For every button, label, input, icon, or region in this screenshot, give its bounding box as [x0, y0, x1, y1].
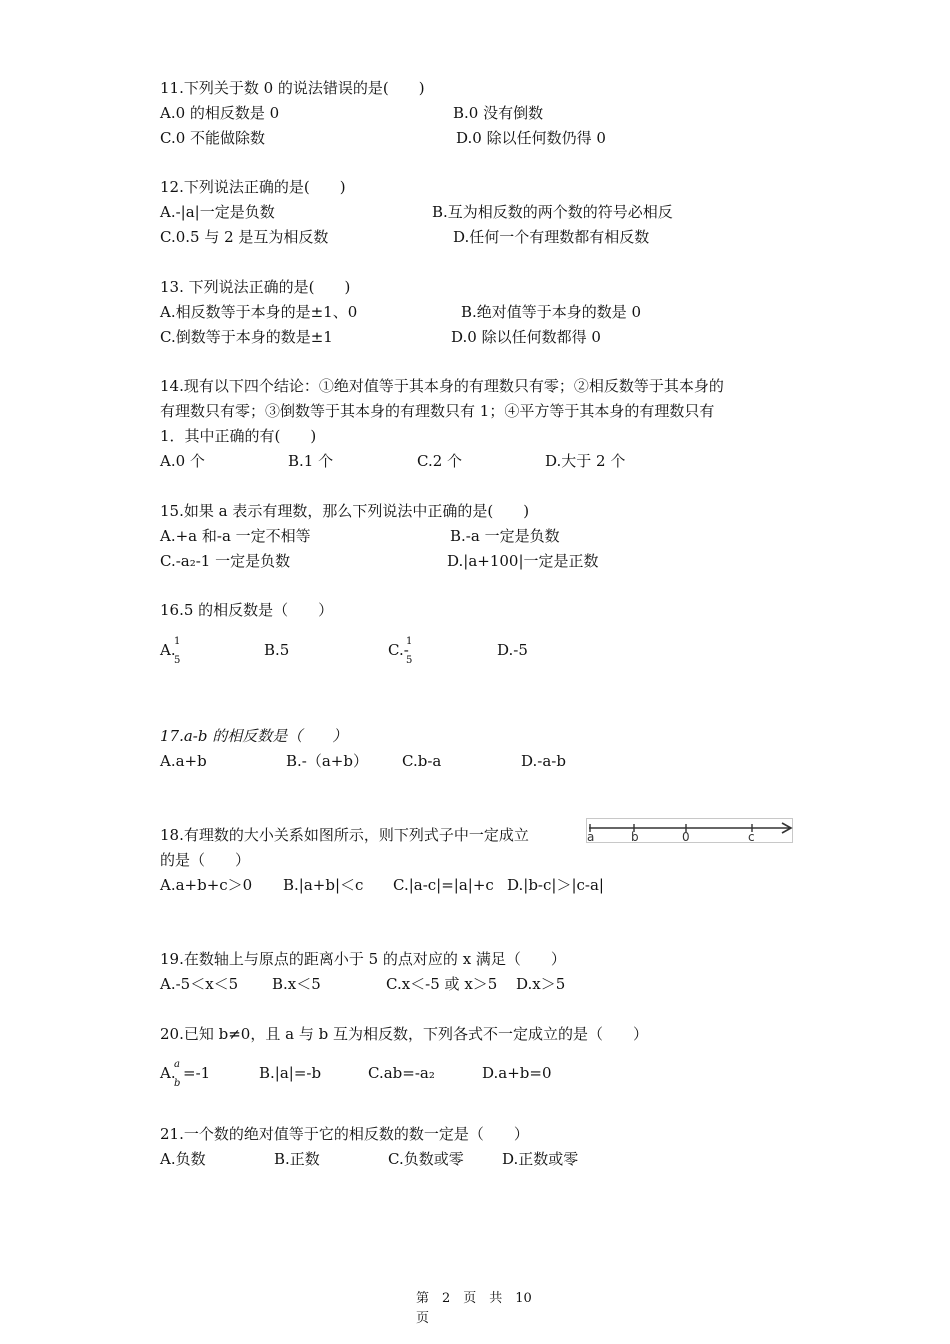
q18-number-line	[586, 818, 794, 844]
q20-option-d: D.a+b=0	[482, 1064, 552, 1082]
axis-label-b: b	[631, 830, 639, 844]
q20-option-a-numerator: a	[174, 1059, 180, 1070]
q14-option-d: D.大于 2 个	[545, 452, 626, 470]
q19-option-d: D.x＞5	[516, 975, 566, 993]
q14-stem-line3: 1．其中正确的有( )	[160, 427, 317, 445]
q21-option-d: D.正数或零	[502, 1150, 579, 1168]
q21-option-b: B.正数	[274, 1150, 320, 1168]
q16-option-d: D.-5	[497, 641, 528, 659]
axis-label-0: 0	[682, 830, 690, 844]
q18-stem-line2: 的是（ ）	[160, 851, 251, 869]
q11-option-a: A.0 的相反数是 0	[160, 104, 280, 122]
q20-option-c: C.ab=-a₂	[368, 1064, 435, 1082]
q11-option-d: D.0 除以任何数仍得 0	[456, 129, 606, 147]
q18-option-a: A.a+b+c＞0	[160, 876, 253, 894]
q12-option-c: C.0.5 与 2 是互为相反数	[160, 228, 329, 246]
q16-stem: 16.5 的相反数是（ ）	[160, 601, 334, 619]
q20-option-a-denominator: b	[174, 1078, 181, 1089]
q18-option-d: D.|b-c|＞|c-a|	[507, 876, 604, 894]
q11-stem: 11.下列关于数 0 的说法错误的是( )	[160, 79, 425, 97]
q12-stem: 12.下列说法正确的是( )	[160, 178, 346, 196]
q14-option-b: B.1 个	[288, 452, 334, 470]
q18-option-b: B.|a+b|＜c	[283, 876, 364, 894]
q15-stem: 15.如果 a 表示有理数，那么下列说法中正确的是( )	[160, 502, 530, 520]
q13-option-c: C.倒数等于本身的数是±1	[160, 328, 333, 346]
q17-option-d: D.-a-b	[521, 752, 566, 770]
q13-option-a: A.相反数等于本身的是±1、0	[160, 303, 358, 321]
q21-option-a: A.负数	[160, 1150, 206, 1168]
q20-stem: 20.已知 b≠0，且 a 与 b 互为相反数，下列各式不一定成立的是（ ）	[160, 1025, 648, 1043]
q15-option-d: D.|a+100|一定是正数	[447, 552, 599, 570]
axis-label-c: c	[748, 830, 755, 844]
q17-stem: 17.a-b 的相反数是（ ）	[160, 727, 348, 745]
q12-option-b: B.互为相反数的两个数的符号必相反	[432, 203, 673, 221]
q11-option-c: C.0 不能做除数	[160, 129, 266, 147]
q13-option-b: B.绝对值等于本身的数是 0	[461, 303, 642, 321]
page-number-footer-line2: 页	[416, 1311, 430, 1326]
q16-option-c-denominator: 5	[406, 655, 413, 666]
axis-label-a: a	[587, 830, 595, 844]
q17-option-a: A.a+b	[160, 752, 207, 770]
q21-option-c: C.负数或零	[388, 1150, 464, 1168]
q12-option-d: D.任何一个有理数都有相反数	[453, 228, 650, 246]
q20-option-a-prefix: A.	[160, 1064, 176, 1082]
q20-option-b: B.|a|=-b	[259, 1064, 322, 1082]
q17-option-c: C.b-a	[402, 752, 442, 770]
q14-option-c: C.2 个	[417, 452, 463, 470]
q16-option-c-numerator: 1	[406, 636, 413, 647]
q15-option-a: A.+a 和-a 一定不相等	[160, 527, 311, 545]
q19-option-c: C.x＜-5 或 x＞5	[386, 975, 498, 993]
q14-stem-line1: 14.现有以下四个结论：①绝对值等于其本身的有理数只有零；②相反数等于其本身的	[160, 377, 724, 395]
q19-stem: 19.在数轴上与原点的距离小于 5 的点对应的 x 满足（ ）	[160, 950, 566, 968]
q16-option-a-denominator: 5	[174, 655, 181, 666]
q16-option-a-prefix: A.	[160, 641, 176, 659]
q16-option-a-numerator: 1	[174, 636, 181, 647]
q21-stem: 21.一个数的绝对值等于它的相反数的数一定是（ ）	[160, 1125, 529, 1143]
q13-option-d: D.0 除以任何数都得 0	[451, 328, 601, 346]
q14-stem-line2: 有理数只有零；③倒数等于其本身的有理数只有 1；④平方等于其本身的有理数只有	[160, 402, 715, 420]
q15-option-b: B.-a 一定是负数	[450, 527, 560, 545]
q16-option-c-prefix: C.-	[388, 641, 409, 659]
q16-option-b: B.5	[264, 641, 290, 659]
q15-option-c: C.-a₂-1 一定是负数	[160, 552, 291, 570]
q20-option-a-rest: =-1	[183, 1064, 211, 1082]
q12-option-a: A.-|a|一定是负数	[160, 203, 275, 221]
q18-option-c: C.|a-c|=|a|+c	[393, 876, 494, 894]
q11-option-b: B.0 没有倒数	[453, 104, 544, 122]
q13-stem: 13. 下列说法正确的是( )	[160, 278, 351, 296]
q17-option-b: B.-（a+b）	[286, 752, 368, 770]
q18-stem-line1: 18.有理数的大小关系如图所示，则下列式子中一定成立	[160, 826, 529, 844]
page-number-footer: 第 2 页 共 10	[416, 1291, 532, 1306]
q19-option-b: B.x＜5	[272, 975, 321, 993]
q14-option-a: A.0 个	[160, 452, 205, 470]
q19-option-a: A.-5＜x＜5	[160, 975, 239, 993]
